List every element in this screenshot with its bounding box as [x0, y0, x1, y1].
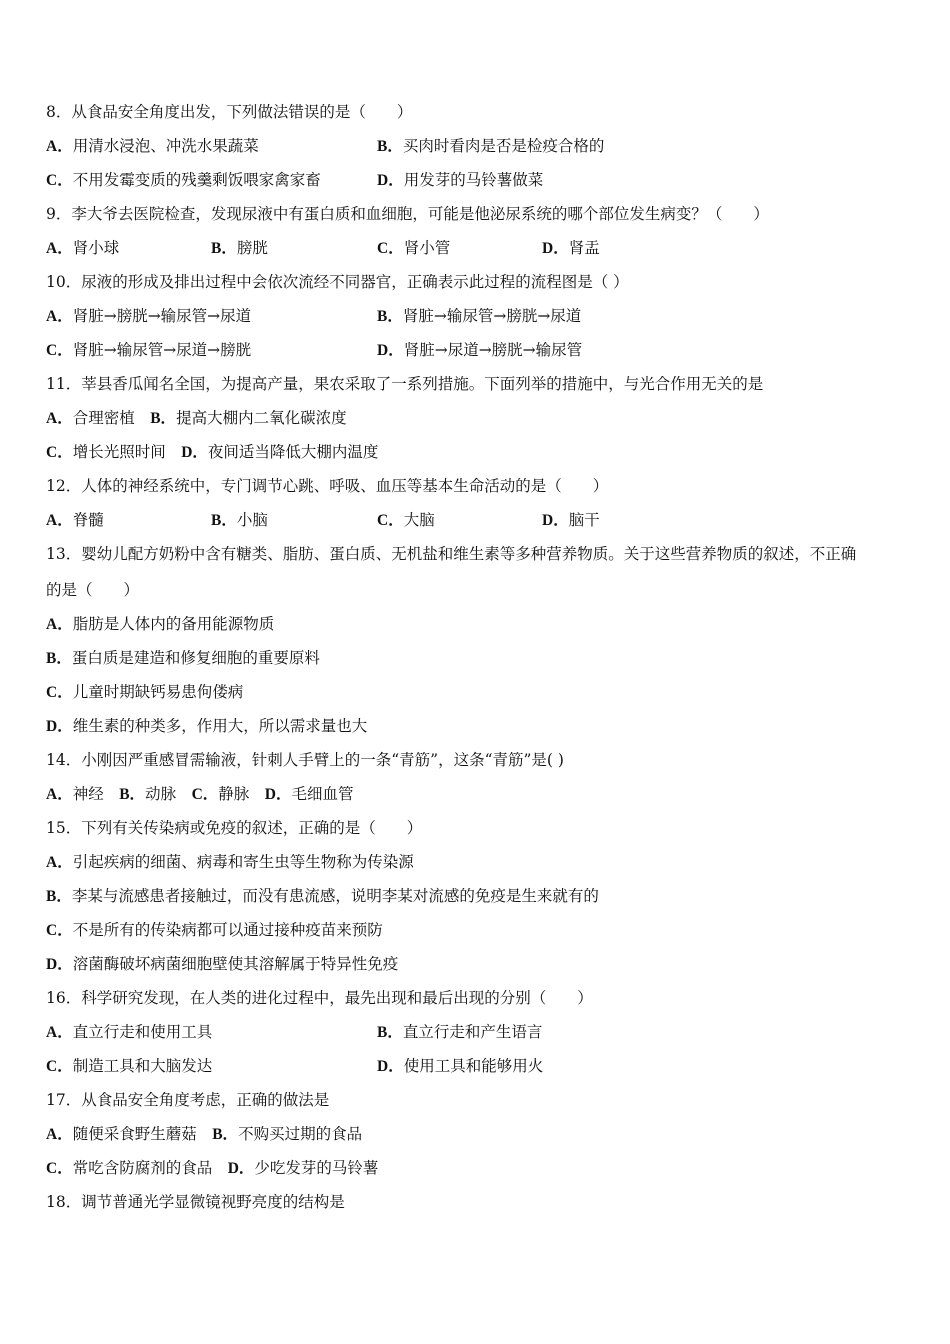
question-16-option-d: D．使用工具和能够用火 — [377, 1057, 544, 1075]
question-8-option-c: C．不用发霉变质的残羹剩饭喂家禽家畜 — [46, 171, 321, 189]
question-9-stem: 9．李大爷去医院检查，发现尿液中有蛋白质和血细胞，可能是他泌尿系统的哪个部位发生病变？（ ） — [46, 205, 769, 223]
question-15-option-c: C．不是所有的传染病都可以通过接种疫苗来预防 — [46, 921, 383, 939]
question-16-stem: 16．科学研究发现，在人类的进化过程中，最先出现和最后出现的分别（ ） — [46, 989, 593, 1007]
question-12-option-c: C．大脑 — [377, 511, 435, 529]
question-11-stem: 11．莘县香瓜闻名全国，为提高产量，果农采取了一系列措施。下面列举的措施中，与光合作用无关的是 — [46, 375, 764, 393]
question-8-option-b: B．买肉时看肉是否是检疫合格的 — [377, 137, 605, 155]
question-9-option-c: C．肾小管 — [377, 239, 451, 257]
question-13-option-b: B．蛋白质是建造和修复细胞的重要原料 — [46, 649, 320, 667]
question-11-options-cd: C．增长光照时间 D．夜间适当降低大棚内温度 — [46, 443, 379, 461]
question-10-option-c: C．肾脏→输尿管→尿道→膀胱 — [46, 341, 252, 359]
question-15-stem: 15．下列有关传染病或免疫的叙述，正确的是（ ） — [46, 819, 423, 837]
question-17-stem: 17．从食品安全角度考虑，正确的做法是 — [46, 1091, 330, 1109]
question-10-option-d: D．肾脏→尿道→膀胱→输尿管 — [377, 341, 583, 359]
question-11-options-ab: A．合理密植 B．提高大棚内二氧化碳浓度 — [46, 409, 347, 427]
question-8-stem: 8．从食品安全角度出发，下列做法错误的是（ ） — [46, 103, 413, 121]
question-16-option-b: B．直立行走和产生语言 — [377, 1023, 543, 1041]
question-9-option-a: A．肾小球 — [46, 239, 120, 257]
question-10-stem: 10．尿液的形成及排出过程中会依次流经不同器官，正确表示此过程的流程图是（ ） — [46, 273, 629, 291]
question-9-option-b: B．膀胱 — [211, 239, 268, 257]
question-15-option-d: D．溶菌酶破坏病菌细胞壁使其溶解属于特异性免疫 — [46, 955, 399, 973]
question-16-option-a: A．直立行走和使用工具 — [46, 1023, 213, 1041]
question-14-options: A．神经 B．动脉 C．静脉 D．毛细血管 — [46, 785, 354, 803]
question-12-option-d: D．脑干 — [542, 511, 600, 529]
question-12-option-b: B．小脑 — [211, 511, 268, 529]
question-13-option-d: D．维生素的种类多，作用大，所以需求量也大 — [46, 717, 368, 735]
question-10-option-a: A．肾脏→膀胱→输尿管→尿道 — [46, 307, 252, 325]
question-16-option-c: C．制造工具和大脑发达 — [46, 1057, 213, 1075]
question-13-stem-continued: 的是（ ） — [46, 581, 140, 599]
question-13-stem: 13．婴幼儿配方奶粉中含有糖类、脂肪、蛋白质、无机盐和维生素等多种营养物质。关于这些营养物质的叙述，不正确 — [46, 545, 857, 563]
question-13-option-c: C．儿童时期缺钙易患佝偻病 — [46, 683, 244, 701]
question-13-option-a: A．脂肪是人体内的备用能源物质 — [46, 615, 275, 633]
question-8-option-d: D．用发芽的马铃薯做菜 — [377, 171, 544, 189]
question-17-options-cd: C．常吃含防腐剂的食品 D．少吃发芽的马铃薯 — [46, 1159, 379, 1177]
question-10-option-b: B．肾脏→输尿管→膀胱→尿道 — [377, 307, 582, 325]
question-17-options-ab: A．随便采食野生蘑菇 B．不购买过期的食品 — [46, 1125, 363, 1143]
question-8-option-a: A．用清水浸泡、冲洗水果蔬菜 — [46, 137, 259, 155]
question-18-stem: 18．调节普通光学显微镜视野亮度的结构是 — [46, 1193, 345, 1211]
question-15-option-a: A．引起疾病的细菌、病毒和寄生虫等生物称为传染源 — [46, 853, 414, 871]
question-15-option-b: B．李某与流感患者接触过，而没有患流感，说明李某对流感的免疫是生来就有的 — [46, 887, 599, 905]
question-14-stem: 14．小刚因严重感冒需输液，针刺人手臂上的一条“青筋”，这条“青筋”是( ) — [46, 751, 564, 769]
question-9-option-d: D．肾盂 — [542, 239, 600, 257]
question-12-option-a: A．脊髓 — [46, 511, 104, 529]
question-12-stem: 12．人体的神经系统中，专门调节心跳、呼吸、血压等基本生命活动的是（ ） — [46, 477, 609, 495]
